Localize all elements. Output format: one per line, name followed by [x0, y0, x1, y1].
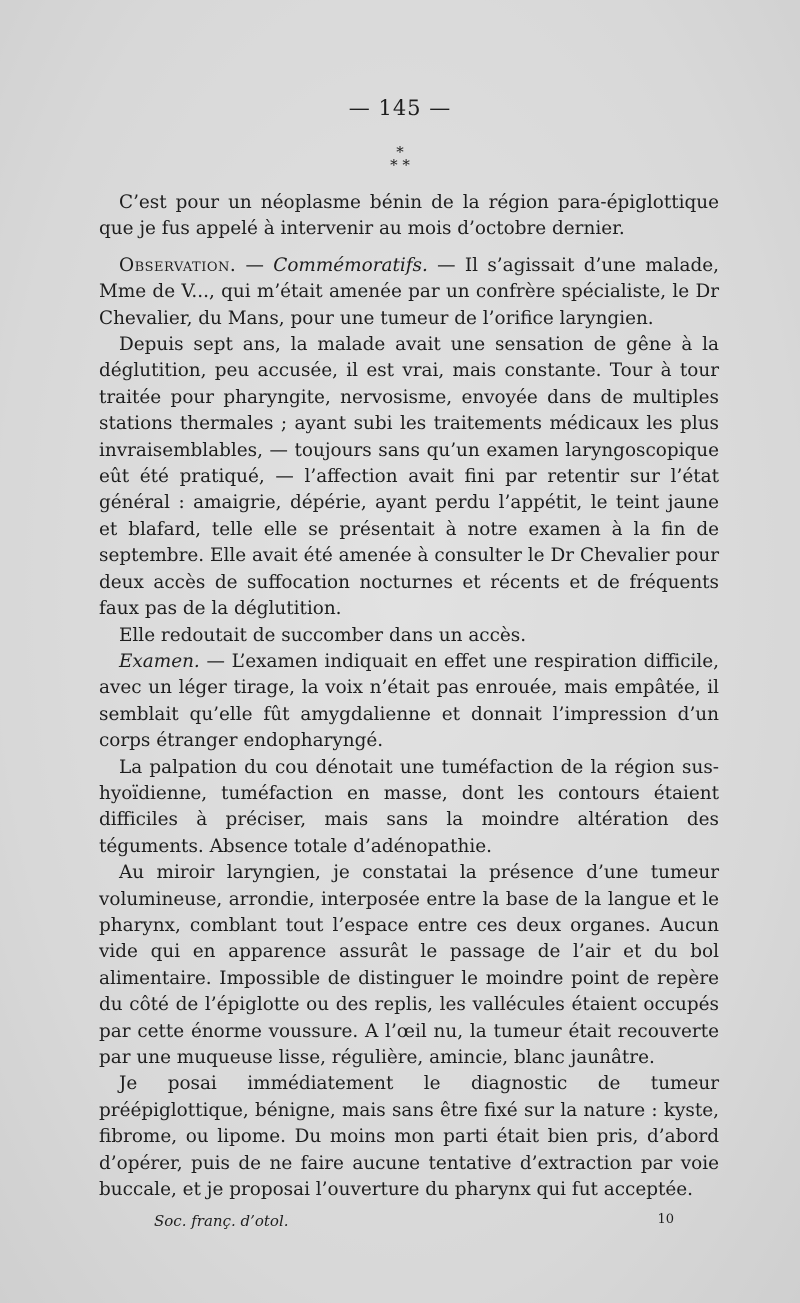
- paragraph-diagnostic: Je posai immédiatement le diagnostic de tumeur préépiglottique, bénigne, mais sans être fixé sur la nature : kyste, fibrome, ou lipome. Du moins mon parti était bien pris, d’abord d’opérer, puis de ne faire aucune tentative d’extraction par voie buccale, et je proposai l’ouverture du pharynx qui fut acceptée.: [99, 1073, 719, 1201]
- observation-text: — Il s’agissait d’une malade, Mme de V..., qui m’était amenée par un confrère spécialiste, le Dr Chevalier, du Mans, pour une tumeur de l’orifice laryngien.: [99, 254, 719, 329]
- examen-label: Examen.: [119, 650, 200, 672]
- paragraph-miroir: Au miroir laryngien, je constatai la présence d’une tumeur volumineuse, arrondie, interposée entre la base de la langue et le pharynx, comblant tout l’espace entre ces deux organes. Aucun vide qui en apparence assurât le passage de l’air et du bol alimentaire. Impossible de distinguer le moindre point de repère du côté de l’épiglotte ou des replis, les vallécules étaient occupés par cette énorme voussure. A l’œil nu, la tumeur était recouverte par une muqueuse lisse, régulière, amincie, blanc jaunâtre.: [99, 862, 719, 1068]
- footer: [154, 1212, 674, 1236]
- paragraph-observation: [99, 253, 719, 332]
- paragraph-intro: C’est pour un néoplasme bénin de la région para-épiglottique que je fus appelé à intervenir au mois d’octobre dernier.: [99, 192, 719, 240]
- footer-source: Soc. franç. d’otol.: [154, 1212, 289, 1230]
- asterism: [360, 143, 440, 180]
- paragraph-examen: [99, 649, 719, 755]
- paragraph-fear: Elle redoutait de succomber dans un accès.: [119, 624, 527, 646]
- observation-separator: —: [236, 254, 274, 276]
- footer-signature: 10: [657, 1212, 674, 1227]
- paragraph-palpation: La palpation du cou dénotait une tuméfaction de la région sus-hyoïdienne, tuméfaction en masse, dont les contours étaient difficiles à préciser, mais sans la moindre altération des téguments. Absence totale d’adénopathie.: [99, 756, 719, 857]
- observation-label: Observation.: [119, 254, 237, 276]
- commemoratifs-label: Commémoratifs.: [273, 254, 428, 276]
- body-text: [99, 190, 719, 1203]
- page-number: — 145 —: [348, 96, 452, 120]
- paragraph-history: Depuis sept ans, la malade avait une sensation de gêne à la déglutition, peu accusée, il est vrai, mais constante. Tour à tour traitée pour pharyngite, nervosisme, envoyée dans de multiples stations thermales ; ayant subi les traitements médicaux les plus invraisemblables, — toujours sans qu’un examen laryngoscopique eût été pratiqué, — l’affection avait fini par retentir sur l’état général : amaigrie, dépérie, ayant perdu l’appétit, le teint jaune et blafard, telle elle se présentait à notre examen à la fin de septembre. Elle avait été amenée à consulter le Dr Chevalier pour deux accès de suffocation nocturnes et récents et de fréquents faux pas de la déglutition.: [99, 334, 719, 620]
- asterism-bottom: * *: [390, 156, 410, 174]
- examen-text: — L’examen indiquait en effet une respiration difficile, avec un léger tirage, la voix n’était pas enrouée, mais empâtée, il semblait qu’elle fût amygdalienne et donnait l’impression d’un corps étranger endopharyngé.: [99, 650, 719, 752]
- asterism-top: *: [396, 143, 404, 161]
